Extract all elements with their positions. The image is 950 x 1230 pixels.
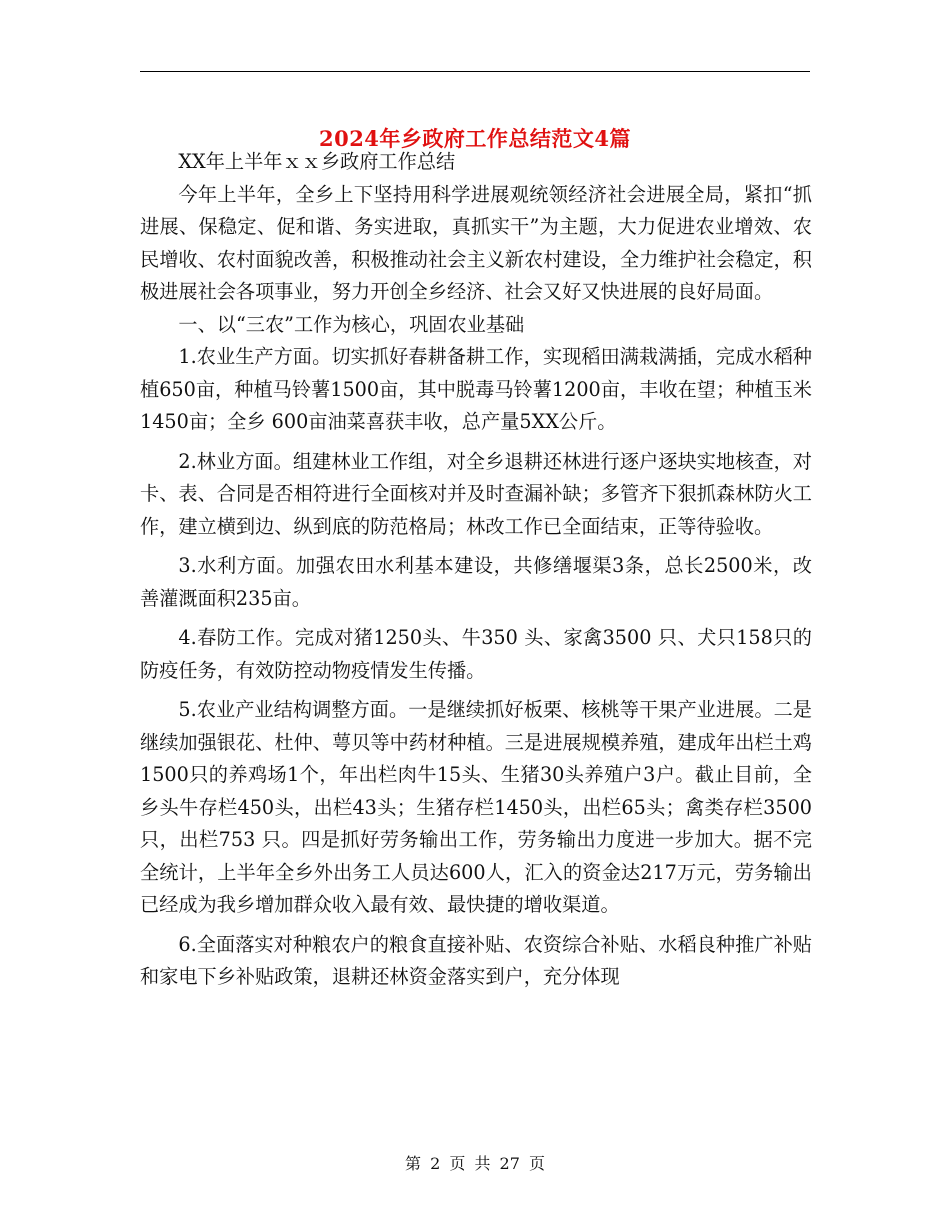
paragraph-structure: 5.农业产业结构调整方面。一是继续抓好板栗、核桃等干果产业进展。二是继续加强银花、杜仲、萼贝等中药材种植。三是进展规模养殖，建成年出栏土鸡 1500只的养鸡场1个，年出栏肉牛15头、生猪30头养殖户3户。截止目前，全乡头牛存栏450头，出栏43头；生猪存栏1450头，出栏65头；禽类存栏3500只，出栏753 只。四是抓好劳务输出工作，劳务输出力度进一步加大。据不完全统计，上半年全乡外出务工人员达600人，汇入的资金达217万元，劳务输出已经成为我乡增加群众收入最有效、最快捷的增收渠道。 bbox=[140, 698, 812, 916]
section-heading: 一、以“三农”工作为核心，巩固农业基础 bbox=[178, 312, 525, 336]
paragraph-agriculture: 1.农业生产方面。切实抓好春耕备耕工作，实现稻田满栽满插，完成水稻种植650亩，种植马铃薯1500亩，其中脱毒马铃薯1200亩，丰收在望；种植玉米1450亩；全乡 600亩油菜喜获丰收，总产量5XX公斤。 bbox=[140, 345, 812, 433]
paragraph-water: 3.水利方面。加强农田水利基本建设，共修缮堰渠3条，总长2500米，改善灌溉面积235亩。 bbox=[140, 554, 812, 610]
paragraph-subsidy: 6.全面落实对种粮农户的粮食直接补贴、农资综合补贴、水稻良种推广补贴和家电下乡补贴政策，退耕还林资金落实到户，充分体现 bbox=[140, 932, 812, 988]
document-title: 2024年乡政府工作总结范文4篇 bbox=[318, 126, 632, 152]
document-body bbox=[140, 146, 812, 994]
paragraph-forestry: 2.林业方面。组建林业工作组，对全乡退耕还林进行逐户逐块实地核查，对卡、表、合同是否相符进行全面核对并及时查漏补缺；多管齐下狠抓森林防火工作，建立横到边、纵到底的防范格局；林改工作已全面结束，正等待验收。 bbox=[140, 449, 812, 538]
paragraph-subtitle: XX年上半年ｘｘ乡政府工作总结 bbox=[178, 150, 456, 173]
paragraph-epidemic: 4.春防工作。完成对猪1250头、牛350 头、家禽3500 只、犬只158只的防疫任务，有效防控动物疫情发生传播。 bbox=[140, 626, 812, 682]
header-rule bbox=[140, 71, 810, 72]
paragraph-intro: 今年上半年，全乡上下坚持用科学进展观统领经济社会进展全局，紧扣“抓进展、保稳定、促和谐、务实进取，真抓实干”为主题，大力促进农业增效、农民增收、农村面貌改善，积极推动社会主义新农村建设，全力维护社会稳定，积极进展社会各项事业，努力开创全乡经济、社会又好又快进展的良好局面。 bbox=[140, 182, 812, 303]
page-number: 第 2 页 共 27 页 bbox=[405, 1154, 545, 1173]
